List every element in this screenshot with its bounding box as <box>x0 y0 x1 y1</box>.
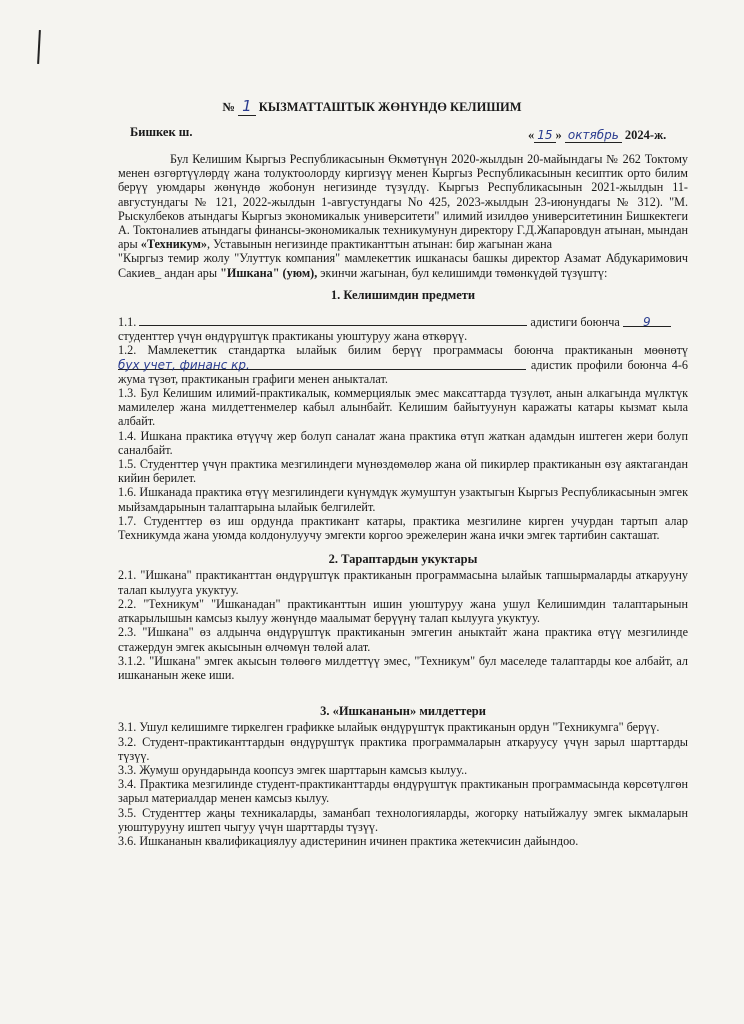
course-blank <box>623 315 671 330</box>
profile-blank <box>118 358 526 370</box>
item-1-4: 1.4. Ишкана практика өтүүчү жер болуп саналат жана практика өтүп жаткан адамдын иштеген жери болуп саналбайт. <box>118 428 688 457</box>
item-1-1-end: студенттер үчүн өндүрүштүк практиканы уюштуруу жана өткөрүү. <box>118 329 468 344</box>
item-3-2: 3.2. Студент-практиканттардын өндүрүштүк практика программаларын аткаруусу үчүн зарыл шарттарды түзүү. <box>118 734 688 763</box>
preamble-paragraph-1 <box>118 152 688 251</box>
item-3-3: 3.3. Жумуш орундарында коопсуз эмгек шарттарын камсыз кылуу.. <box>118 762 468 777</box>
profile-handwritten: бух учет, финанс кр. <box>118 357 250 372</box>
date-day-handwritten: 15 <box>534 128 555 143</box>
item-1-6: 1.6. Ишканада практика өтүү мезгилиндеги күнүмдүк жумуштун узактыгын Кыргыз Республикасынын эмгек мыйзамдарынын талаптарына ылайык белгилейт. <box>118 485 688 514</box>
item-1-2-mid: адистик профили боюнча <box>530 357 667 372</box>
item-1-5: 1.5. Студенттер үчүн практика мезгилиндеги мүнөздөмөлөр жана ой пикирлер практиканын өзү аяктагандан кийин берилет. <box>118 457 688 486</box>
item-3-6: 3.6. Ишкананын квалификациялуу адистеринин ичинен практика жетекчисин дайындоо. <box>118 833 579 848</box>
preamble-p1-text: Бул Келишим Кыргыз Республикасынын Өкмөтүнүн 2020-жылдын 20-майындагы № 262 Токтому менен өзгөртүүлөрдү жана толуктоолорду киргизүү менен Кыргыз Республикасынын кесиптик орто билим берүү уюмдары жөнүндө жобонун негизинде түзүлдү. Кыргыз Республикасынын 2021-жылдын 11-августундагы № 121, 2022-жылдын 1-августундагы No 425, 2023-жылдын 23-июнундагы № 312). "М. Рыскулбеков атындагы Кыргыз экономикалык университети" илимий изилдөө университетинин Бишкектеги А. Токтоналиев атындагы финансы-экономикалык техникумунун директору Г.Д.Жапаровдун атынан, мындан ары <box>118 152 688 252</box>
document-body <box>118 152 688 848</box>
item-3-5: 3.5. Студенттер жаңы техникаларды, заманбап технологияларды, жогорку натыйжалуу эмгек ыкмаларын уюштурууну иштеп чыгуу үчүн шарттарды түзүү. <box>118 805 688 834</box>
item-1-1-num: 1.1. <box>118 315 137 330</box>
section-2-heading: 2. Тараптардын укуктары <box>328 552 478 567</box>
date-quote-open: « <box>528 128 535 142</box>
section-1-heading: 1. Келишимдин предмети <box>330 287 476 302</box>
title-number-handwritten: 1 <box>238 97 256 116</box>
preamble-paragraph-2 <box>118 251 688 279</box>
title-text: КЫЗМАТТАШТЫК ЖӨНҮНДӨ КЕЛИШИМ <box>258 100 522 114</box>
preamble-technikum-bold: «Техникум» <box>140 237 207 252</box>
course-handwritten: 9 <box>643 315 651 330</box>
item-1-1-mid: адистиги боюнча <box>530 315 620 330</box>
margin-pen-mark <box>37 30 41 64</box>
item-1-3: 1.3. Бул Келишим илимий-практикалык, коммерциялык эмес максаттарда түзүлөт, анын алкагында мүлктүк мамилелер жана милдеттенмелер кабыл алынбайт. Келишим байытуунун каражаты катары кызмат кыла албайт. <box>118 386 688 429</box>
preamble-p1-end: , Уставынын негизинде практиканттын атынан: бир жагынан жана <box>207 237 553 252</box>
date-month-handwritten: октябрь <box>565 128 622 143</box>
item-2-3: 2.3. "Ишкана" өз алдынча өндүрүштүк практиканын эмгегин аныктайт жана практика өтүү мезгилинде стажердун эмгек акысынын өлчөмүн төлөй алат. <box>118 625 688 654</box>
preamble-ishkana-bold: "Ишкана" (уюм), <box>220 265 318 280</box>
item-1-1 <box>118 314 688 343</box>
item-3-1: 3.1. Ушул келишимге тиркелген графикке ылайык өндүрүштүк практиканын ордун "Техникумга" берүү. <box>118 720 660 735</box>
preamble-p2-end: экинчи жагынан, бул келишимди төмөнкүдөй түзүштү: <box>320 265 608 280</box>
city-label: Бишкек ш. <box>130 125 193 139</box>
date-year: 2024-ж. <box>624 128 667 142</box>
item-1-2-text: 1.2. Мамлекеттик стандартка ылайык билим берүү программасы боюнча практиканын мөөнөтү <box>118 343 688 358</box>
item-1-2-end: 4-6 жума түзөт, практиканын графиги менен аныкталат. <box>118 357 688 386</box>
item-2-2: 2.2. "Техникум" "Ишканадан" практиканттын ишин уюштуруу жана ушул Келишимдин талаптарынын аткарылышын камсыз кылуу жөнүндө маалымат берүүнү талап кылууга укуктуу. <box>118 596 688 626</box>
date-quote-close: » <box>555 128 562 142</box>
document-title <box>0 97 744 115</box>
section-3-heading: 3. «Ишкананын» милдеттери <box>320 704 486 719</box>
item-3-1-2: 3.1.2. "Ишкана" эмгек акысын төлөөгө милдеттүү эмес, "Техникум" бул маселеде талаптарды кое албайт, ал ишкананын жеке иши. <box>118 653 688 682</box>
item-1-7: 1.7. Студенттер өз иш ордунда практикант катары, практика мезгилине кирген учурдан тартып алар Техникумда жана уюмда колдонулуучу эмгекти коргоо эрежелерин жана ички эмгек тартибин сакташат. <box>118 513 688 543</box>
item-3-4: 3.4. Практика мезгилинде студент-практиканттарды өндүрүштүк практиканын программасында көрсөтүлгөн зарыл материалдар менен камсыз кылуу. <box>118 777 688 806</box>
item-1-2 <box>118 343 688 386</box>
preamble-p2-text: "Кыргыз темир жолу "Улуттук компания" мамлекеттик ишканасы башкы директор Азамат Абдукаримович Сакиев_ андан ары <box>118 251 688 280</box>
title-number-sign: № <box>222 100 235 114</box>
date-line <box>528 128 666 143</box>
blank-specialty-line <box>139 314 527 326</box>
item-2-1: 2.1. "Ишкана" практиканттан өндүрүштүк практиканын программасына ылайык тапшырмаларды аткарууну талап кылууга укуктуу. <box>118 568 688 597</box>
